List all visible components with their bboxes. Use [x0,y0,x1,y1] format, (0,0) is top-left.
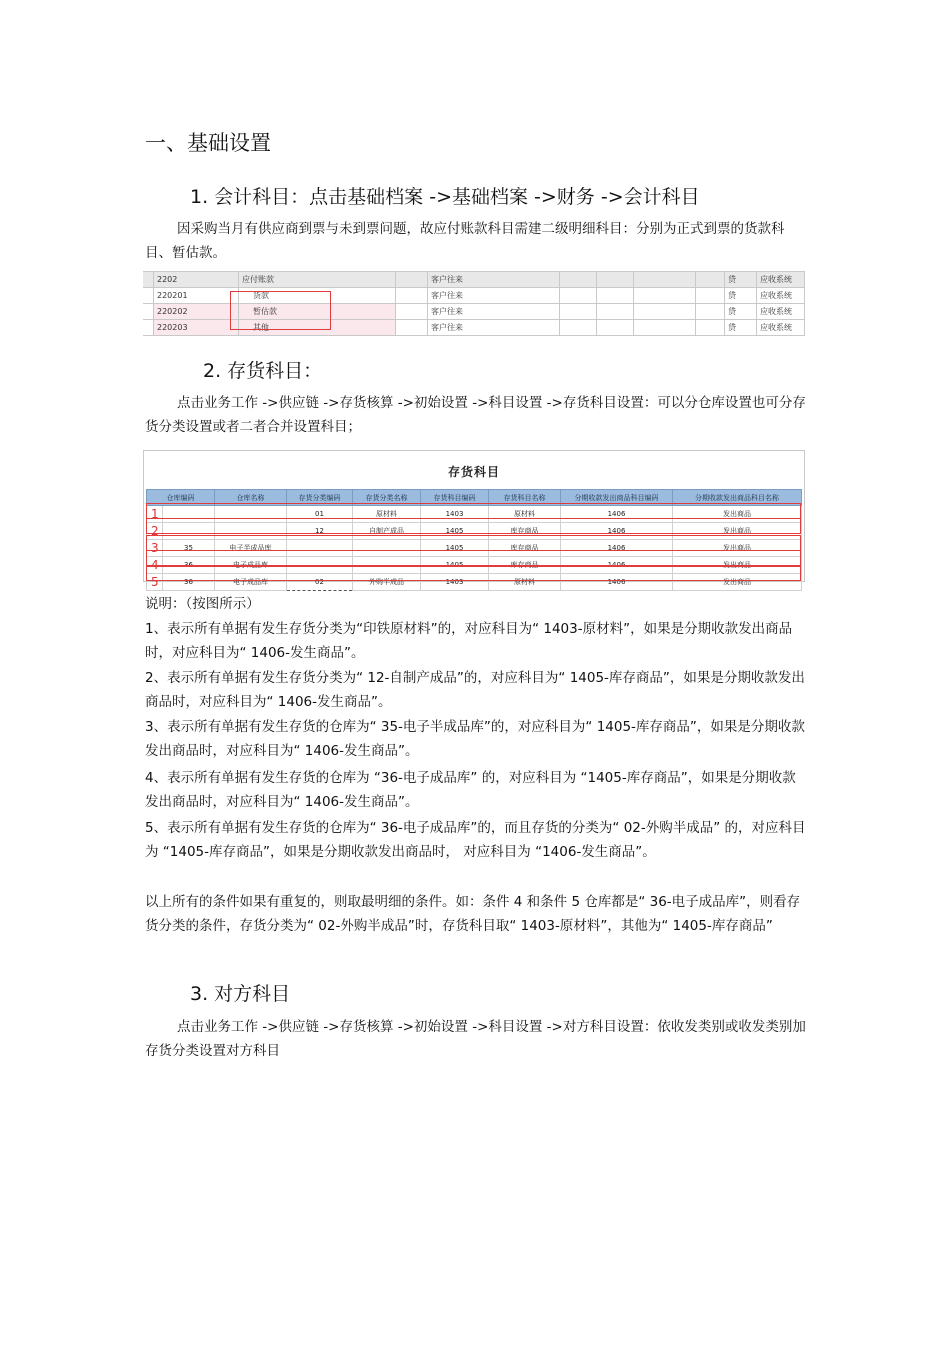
highlight-box [230,291,331,330]
inventory-table-panel [143,450,805,589]
heading-inventory: 2. 存货科目： [203,360,323,382]
table-row: 5 36 电子成品库 02 外购半成品 1403 原材料 1406 发出商品 [147,574,802,591]
account-sys: 应收系统 [757,288,805,304]
account-sys: 应收系统 [757,304,805,320]
highlight-row-1 [146,503,801,519]
col-header: 存货分类编码 [287,490,353,506]
account-aux: 客户往来 [428,304,560,320]
account-sys: 应收系统 [757,320,805,336]
account-name: 暂估款 [239,304,396,320]
account-code: 220203 [154,320,239,336]
note-3: 3、表示所有单据有发生存货的仓库为“ 35-电子半成品库”的，对应科目为“ 1405-库存商品”，如果是分期收款发出商品时，对应科目为“ 1406-发生商品”。 [145,719,805,759]
table-row: 3 35 电子半成品库 1405 库存商品 1406 发出商品 [147,540,802,557]
table-row: 1 01 原材料 1403 原材料 1406 发出商品 [147,506,802,523]
col-header: 仓库编码 [147,490,215,506]
account-dir: 贷 [725,304,757,320]
para-accounts: 因采购当月有供应商到票与未到票问题，故应付账款科目需建二级明细科目：分别为正式到票的货款科目、暂估款。 [145,221,785,261]
col-header: 仓库名称 [215,490,287,506]
account-dir: 贷 [725,272,757,288]
col-header: 存货分类名称 [353,490,421,506]
col-header: 存货科目编码 [421,490,489,506]
inventory-table-title: 存货科目 [447,465,500,479]
account-code: 220201 [154,288,239,304]
account-dir: 贷 [725,320,757,336]
table-row: 4 36 电子成品库 1405 库存商品 1406 发出商品 [147,557,802,574]
col-header: 分期收款发出商品科目名称 [673,490,802,506]
note-1: 1、表示所有单据有发生存货分类为“印铁原材料”的，对应科目为“ 1403-原材料”，如果是分期收款发出商品时，对应科目为“ 1406-发生商品”。 [145,621,793,661]
account-name: 货款 [239,288,396,304]
table-row: 2 12 自制产成品 1405 库存商品 1406 发出商品 [147,523,802,540]
para-counter-account: 点击业务工作 ->供应链 ->存货核算 ->初始设置 ->科目设置 ->对方科目设置：依收发类别或收发类别加存货分类设置对方科目 [145,1019,806,1059]
note-2: 2、表示所有单据有发生存货分类为“ 12-自制产成品”的，对应科目为“ 1405-库存商品”，如果是分期收款发出商品时，对应科目为“ 1406-发生商品”。 [145,670,805,710]
heading-counter-account: 3. 对方科目 [190,983,291,1005]
highlight-row-2 [146,518,801,534]
highlight-row-3 [146,535,801,551]
account-aux: 客户往来 [428,320,560,336]
heading-accounts: 1. 会计科目：点击基础档案 ->基础档案 ->财务 ->会计科目 [190,186,700,208]
summary: 以上所有的条件如果有重复的，则取最明细的条件。如：条件 4 和条件 5 仓库都是“ 36-电子成品库”，则看存货分类的条件，存货分类为“ 02-外购半成品”时，存货科目取“ 1403-原材料”，其他为“ 1405-库存商品” [145,894,801,934]
highlight-row-5 [146,565,801,581]
account-sys: 应收系统 [757,272,805,288]
account-code: 220202 [154,304,239,320]
account-aux: 客户往来 [428,288,560,304]
account-aux: 客户往来 [428,272,560,288]
note-title: 说明：（按图所示） [145,596,260,612]
account-dir: 贷 [725,288,757,304]
note-4: 4、表示所有单据有发生存货的仓库为 “36-电子成品库” 的，对应科目为 “1405-库存商品”，如果是分期收款发出商品时，对应科目为“ 1406-发生商品”。 [145,770,796,810]
account-code: 2202 [154,272,239,288]
account-name: 应付账款 [239,272,396,288]
section-title: 一、基础设置 [145,131,271,155]
col-header: 存货科目名称 [489,490,561,506]
note-5: 5、表示所有单据有发生存货的仓库为“ 36-电子成品库”的，而且存货的分类为“ 02-外购半成品” 的，对应科目为 “1405-库存商品”，如果是分期收款发出商品时， 对应科目为 “1406-发生商品”。 [145,820,806,860]
account-name: 其他 [239,320,396,336]
col-header: 分期收款发出商品科目编码 [561,490,673,506]
para-inventory: 点击业务工作 ->供应链 ->存货核算 ->初始设置 ->科目设置 ->存货科目设置：可以分仓库设置也可分存货分类设置或者二者合并设置科目； [145,395,806,435]
